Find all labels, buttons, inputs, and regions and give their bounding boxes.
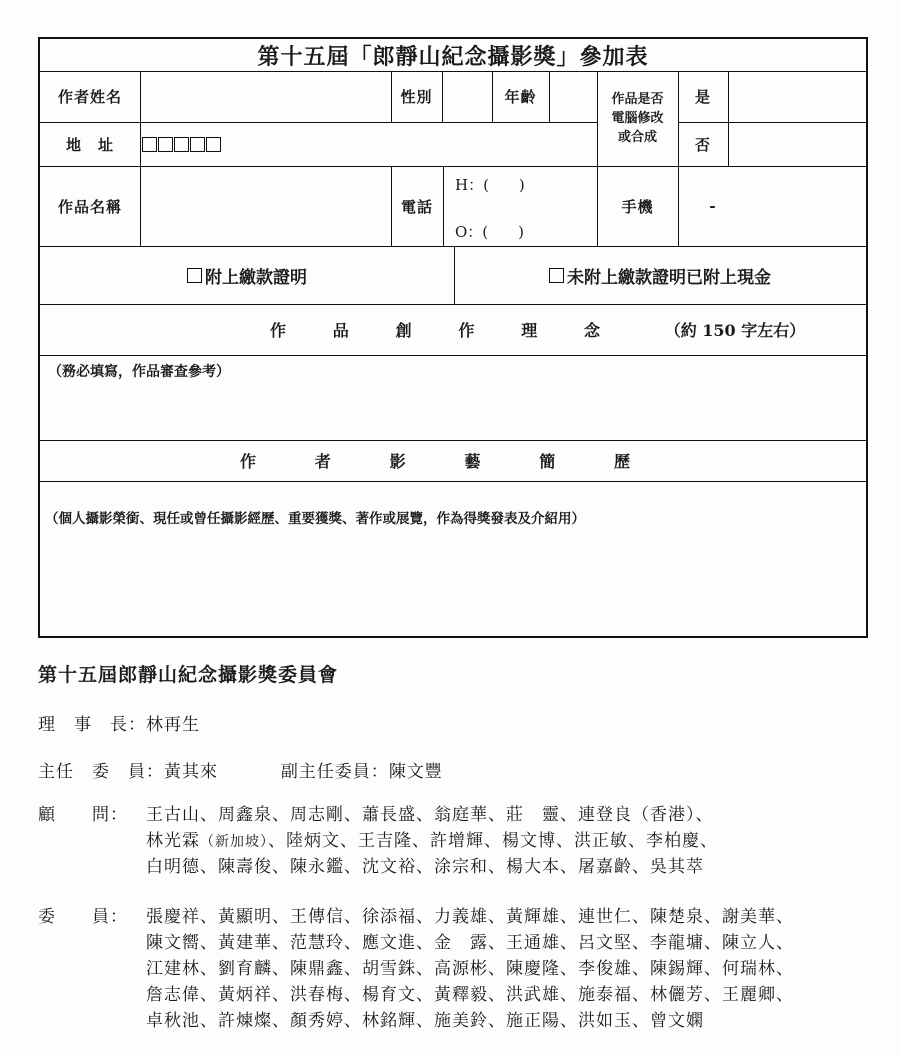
concept-instruction: （務必填寫，作品審查參考） xyxy=(48,364,230,380)
concept-text-area[interactable] xyxy=(40,384,866,440)
postal-box[interactable] xyxy=(142,137,157,152)
chair-label: 理 事 長： xyxy=(38,715,146,735)
no-label: 否 xyxy=(694,135,711,154)
bio-heading xyxy=(240,440,630,481)
edit-question-line-1: 作品是否 xyxy=(611,92,664,107)
edit-question xyxy=(597,71,678,166)
advisors-line: 白明德、陳壽俊、陳永鑑、沈文裕、涂宗和、楊大本、屠嘉齡、吳其萃 xyxy=(146,857,704,877)
attach-receipt-label: 附上繳款證明 xyxy=(205,267,307,288)
committee-title: 第十五屆郎靜山紀念攝影獎委員會 xyxy=(38,664,339,686)
advisors-label-row xyxy=(38,802,128,828)
phone-label: 電話 xyxy=(400,197,433,216)
director-row xyxy=(38,759,443,785)
vice-director-name: 陳文豐 xyxy=(388,762,443,782)
members-line: 江建林、劉育麟、陳鼎鑫、胡雪銖、高源彬、陳慶隆、李俊雄、陳錫輝、何瑞林、 xyxy=(146,959,794,979)
cash-option[interactable] xyxy=(454,246,866,304)
postal-code-input[interactable] xyxy=(141,123,597,166)
phone-office[interactable]: O：( ) xyxy=(455,223,525,241)
heading-char: 念 xyxy=(583,321,600,340)
attach-receipt-option[interactable] xyxy=(40,246,454,304)
cash-label: 未附上繳款證明已附上現金 xyxy=(567,267,771,288)
concept-word-count-note: （約 150 字左右） xyxy=(664,321,806,340)
chair-row xyxy=(38,712,200,738)
yes-label: 是 xyxy=(694,88,711,106)
bio-instruction: （個人攝影榮銜、現任或曾任攝影經歷、重要獲獎、著作或展覽，作為得獎發表及介紹用） xyxy=(45,511,585,527)
concept-heading xyxy=(270,304,600,355)
edit-question-line-3: 或合成 xyxy=(617,130,657,145)
advisor-names: 、陸炳文、王吉隆、許增輝、楊文博、洪正敏、李柏慶、 xyxy=(268,831,718,851)
phone-home[interactable]: H：( ) xyxy=(455,176,525,194)
chair-name: 林再生 xyxy=(146,715,200,735)
yes-checkbox-area[interactable] xyxy=(729,72,866,122)
mobile-field[interactable]: - xyxy=(709,197,717,215)
heading-char: 簡 xyxy=(539,452,556,471)
heading-char: 作 xyxy=(270,321,287,340)
heading-char: 者 xyxy=(314,452,331,471)
heading-char: 影 xyxy=(389,452,406,471)
attach-receipt-checkbox[interactable] xyxy=(187,268,202,283)
advisors-line: 王古山、周鑫泉、周志剛、蕭長盛、翁庭華、莊 靈、連登良（香港）、 xyxy=(146,805,714,825)
members-line: 卓秋池、許煉燦、顏秀婷、林銘輝、施美鈴、施正陽、洪如玉、曾文嫻 xyxy=(146,1011,704,1031)
form-title: 第十五屆「郎靜山紀念攝影獎」參加表 xyxy=(257,43,649,70)
heading-char: 理 xyxy=(521,321,538,340)
cash-checkbox[interactable] xyxy=(549,268,564,283)
director-label: 主任 委 員： xyxy=(38,762,164,782)
members-line: 陳文嚮、黃建華、范慧玲、應文進、金 露、王通雄、呂文堅、李龍墉、陳立人、 xyxy=(146,933,794,953)
director-name: 黃其來 xyxy=(164,762,218,782)
advisors-label: 顧 問： xyxy=(38,805,128,825)
address-label: 地 址 xyxy=(65,135,114,154)
advisors-line xyxy=(146,828,718,855)
heading-char: 作 xyxy=(240,452,257,471)
bio-text-area[interactable] xyxy=(40,531,866,636)
author-name-label: 作者姓名 xyxy=(57,88,122,106)
author-name-field[interactable] xyxy=(141,72,391,122)
heading-char: 藝 xyxy=(464,452,481,471)
members-line: 張慶祥、黃顯明、王傳信、徐添福、力義雄、黃輝雄、連世仁、陳楚泉、謝美華、 xyxy=(146,907,794,927)
members-label-row xyxy=(38,904,128,930)
gender-label: 性別 xyxy=(400,88,433,106)
no-checkbox-area[interactable] xyxy=(729,123,866,166)
postal-box[interactable] xyxy=(174,137,189,152)
postal-box[interactable] xyxy=(190,137,205,152)
postal-box[interactable] xyxy=(206,137,221,152)
entry-form xyxy=(38,37,868,638)
members-line: 詹志偉、黃炳祥、洪春梅、楊育文、黃釋毅、洪武雄、施泰福、林儷芳、王麗卿、 xyxy=(146,985,794,1005)
work-name-label: 作品名稱 xyxy=(57,197,122,216)
heading-char: 品 xyxy=(332,321,349,340)
heading-char: 作 xyxy=(458,321,475,340)
age-field[interactable] xyxy=(550,72,597,122)
edit-question-line-2: 電腦修改 xyxy=(611,111,664,126)
age-label: 年齡 xyxy=(504,88,537,106)
heading-char: 創 xyxy=(395,321,412,340)
advisor-country-note: （新加坡） xyxy=(200,834,268,850)
postal-box[interactable] xyxy=(158,137,173,152)
vice-director-label: 副主任委員： xyxy=(280,762,389,782)
work-name-field[interactable] xyxy=(141,167,391,246)
advisor-name: 林光霖 xyxy=(146,831,200,851)
gender-field[interactable] xyxy=(443,72,492,122)
members-label: 委 員： xyxy=(38,907,128,927)
mobile-label: 手機 xyxy=(621,197,654,216)
heading-char: 歷 xyxy=(613,452,630,471)
